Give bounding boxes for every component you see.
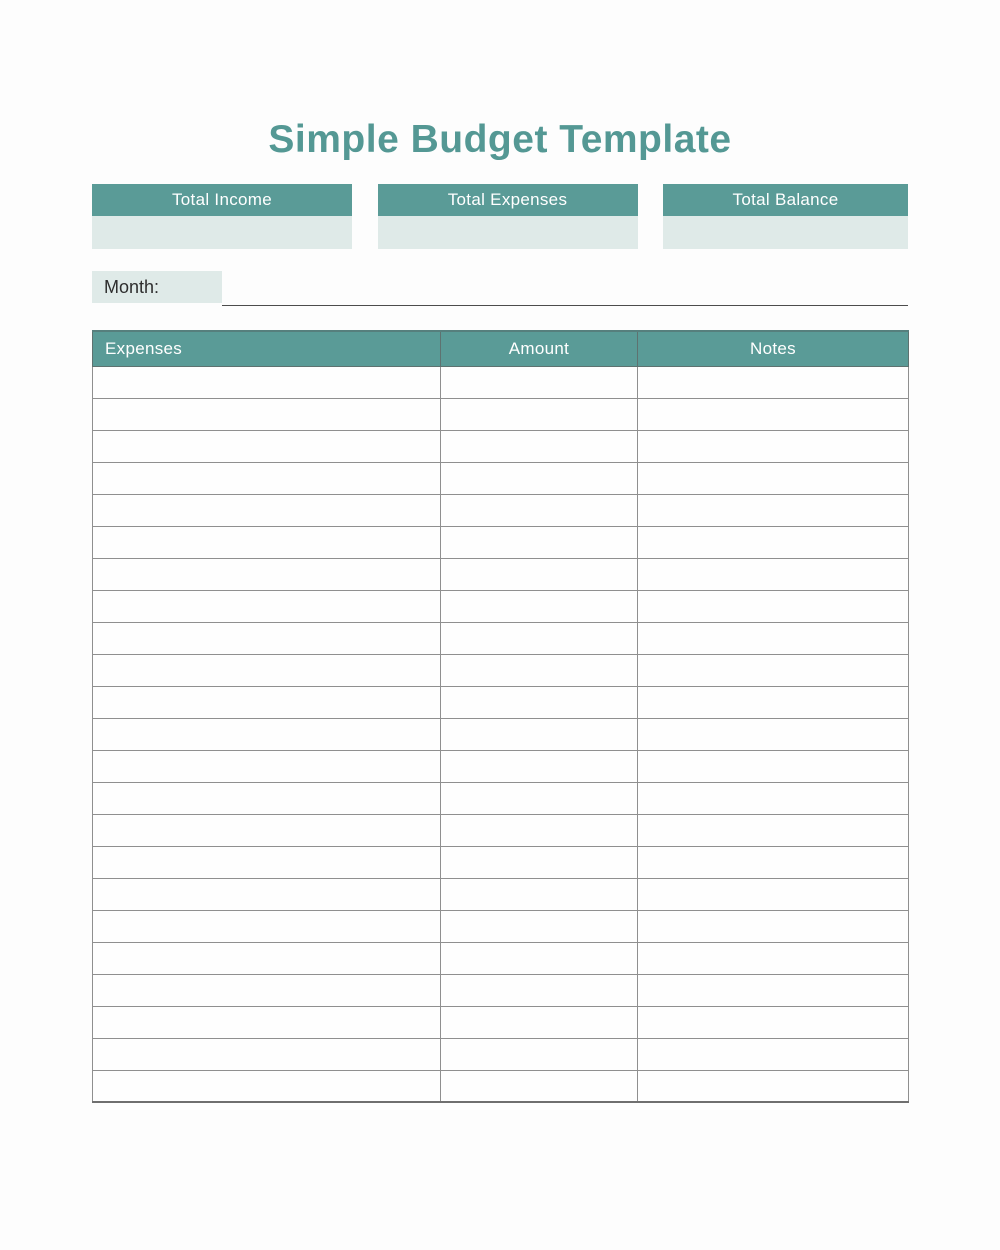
table-cell-expenses[interactable] <box>93 622 441 654</box>
table-cell-amount[interactable] <box>441 814 638 846</box>
total-balance-header: Total Balance <box>663 184 908 216</box>
table-cell-notes[interactable] <box>638 1070 909 1102</box>
table-row <box>93 558 909 590</box>
total-balance-value-field[interactable] <box>663 216 908 249</box>
table-row <box>93 462 909 494</box>
table-row <box>93 750 909 782</box>
table-cell-expenses[interactable] <box>93 814 441 846</box>
table-cell-amount[interactable] <box>441 366 638 398</box>
summary-box-total-expenses <box>378 184 638 249</box>
summary-box-total-income <box>92 184 352 249</box>
table-cell-amount[interactable] <box>441 1006 638 1038</box>
table-cell-notes[interactable] <box>638 526 909 558</box>
column-header-amount: Amount <box>441 331 638 366</box>
month-value-field[interactable] <box>222 271 908 306</box>
table-row <box>93 782 909 814</box>
table-row <box>93 430 909 462</box>
table-row <box>93 878 909 910</box>
table-row <box>93 814 909 846</box>
table-row <box>93 654 909 686</box>
table-row <box>93 846 909 878</box>
table-row <box>93 366 909 398</box>
table-cell-amount[interactable] <box>441 878 638 910</box>
table-cell-expenses[interactable] <box>93 718 441 750</box>
table-row <box>93 718 909 750</box>
table-cell-amount[interactable] <box>441 1070 638 1102</box>
budget-table <box>92 330 909 1103</box>
table-cell-notes[interactable] <box>638 814 909 846</box>
table-cell-amount[interactable] <box>441 782 638 814</box>
page-title: Simple Budget Template <box>268 118 732 161</box>
table-cell-amount[interactable] <box>441 1038 638 1070</box>
table-cell-notes[interactable] <box>638 846 909 878</box>
table-row <box>93 398 909 430</box>
table-cell-notes[interactable] <box>638 1038 909 1070</box>
table-cell-expenses[interactable] <box>93 558 441 590</box>
table-cell-amount[interactable] <box>441 718 638 750</box>
table-cell-notes[interactable] <box>638 750 909 782</box>
table-cell-amount[interactable] <box>441 942 638 974</box>
table-cell-notes[interactable] <box>638 558 909 590</box>
table-cell-expenses[interactable] <box>93 654 441 686</box>
table-cell-expenses[interactable] <box>93 782 441 814</box>
table-cell-expenses[interactable] <box>93 686 441 718</box>
table-cell-notes[interactable] <box>638 398 909 430</box>
table-row <box>93 910 909 942</box>
table-cell-expenses[interactable] <box>93 1070 441 1102</box>
column-header-expenses: Expenses <box>93 331 441 366</box>
table-cell-amount[interactable] <box>441 750 638 782</box>
table-cell-expenses[interactable] <box>93 942 441 974</box>
budget-table-body <box>93 366 909 1102</box>
table-cell-expenses[interactable] <box>93 398 441 430</box>
table-cell-expenses[interactable] <box>93 590 441 622</box>
table-cell-notes[interactable] <box>638 782 909 814</box>
table-cell-notes[interactable] <box>638 686 909 718</box>
table-cell-notes[interactable] <box>638 430 909 462</box>
table-cell-amount[interactable] <box>441 558 638 590</box>
total-income-value-field[interactable] <box>92 216 352 249</box>
table-cell-amount[interactable] <box>441 910 638 942</box>
table-cell-expenses[interactable] <box>93 1006 441 1038</box>
table-cell-notes[interactable] <box>638 942 909 974</box>
table-cell-notes[interactable] <box>638 654 909 686</box>
table-cell-amount[interactable] <box>441 398 638 430</box>
table-cell-expenses[interactable] <box>93 750 441 782</box>
table-cell-notes[interactable] <box>638 910 909 942</box>
table-cell-expenses[interactable] <box>93 910 441 942</box>
month-label: Month: <box>92 271 222 303</box>
table-cell-notes[interactable] <box>638 366 909 398</box>
table-cell-amount[interactable] <box>441 622 638 654</box>
month-row <box>92 271 908 307</box>
table-cell-amount[interactable] <box>441 974 638 1006</box>
column-header-notes: Notes <box>638 331 909 366</box>
table-cell-notes[interactable] <box>638 878 909 910</box>
table-row <box>93 1070 909 1102</box>
table-cell-amount[interactable] <box>441 846 638 878</box>
table-row <box>93 686 909 718</box>
table-cell-expenses[interactable] <box>93 430 441 462</box>
table-row <box>93 494 909 526</box>
table-cell-notes[interactable] <box>638 494 909 526</box>
table-cell-expenses[interactable] <box>93 878 441 910</box>
table-cell-amount[interactable] <box>441 686 638 718</box>
budget-table-header <box>93 331 909 366</box>
table-cell-amount[interactable] <box>441 494 638 526</box>
table-row <box>93 1038 909 1070</box>
table-row <box>93 526 909 558</box>
table-cell-amount[interactable] <box>441 526 638 558</box>
table-row <box>93 974 909 1006</box>
total-expenses-header: Total Expenses <box>378 184 638 216</box>
table-cell-notes[interactable] <box>638 974 909 1006</box>
table-cell-notes[interactable] <box>638 718 909 750</box>
table-cell-notes[interactable] <box>638 590 909 622</box>
table-cell-expenses[interactable] <box>93 846 441 878</box>
table-cell-amount[interactable] <box>441 430 638 462</box>
total-expenses-value-field[interactable] <box>378 216 638 249</box>
table-cell-amount[interactable] <box>441 654 638 686</box>
table-row <box>93 622 909 654</box>
table-row <box>93 590 909 622</box>
table-cell-expenses[interactable] <box>93 974 441 1006</box>
table-cell-notes[interactable] <box>638 462 909 494</box>
total-income-header: Total Income <box>92 184 352 216</box>
table-cell-amount[interactable] <box>441 590 638 622</box>
table-cell-expenses[interactable] <box>93 494 441 526</box>
table-cell-amount[interactable] <box>441 462 638 494</box>
table-cell-notes[interactable] <box>638 1006 909 1038</box>
table-cell-expenses[interactable] <box>93 1038 441 1070</box>
summary-row <box>92 184 908 249</box>
table-row <box>93 1006 909 1038</box>
table-row <box>93 942 909 974</box>
summary-box-total-balance <box>663 184 908 249</box>
table-cell-expenses[interactable] <box>93 366 441 398</box>
table-cell-expenses[interactable] <box>93 462 441 494</box>
table-cell-expenses[interactable] <box>93 526 441 558</box>
table-cell-notes[interactable] <box>638 622 909 654</box>
